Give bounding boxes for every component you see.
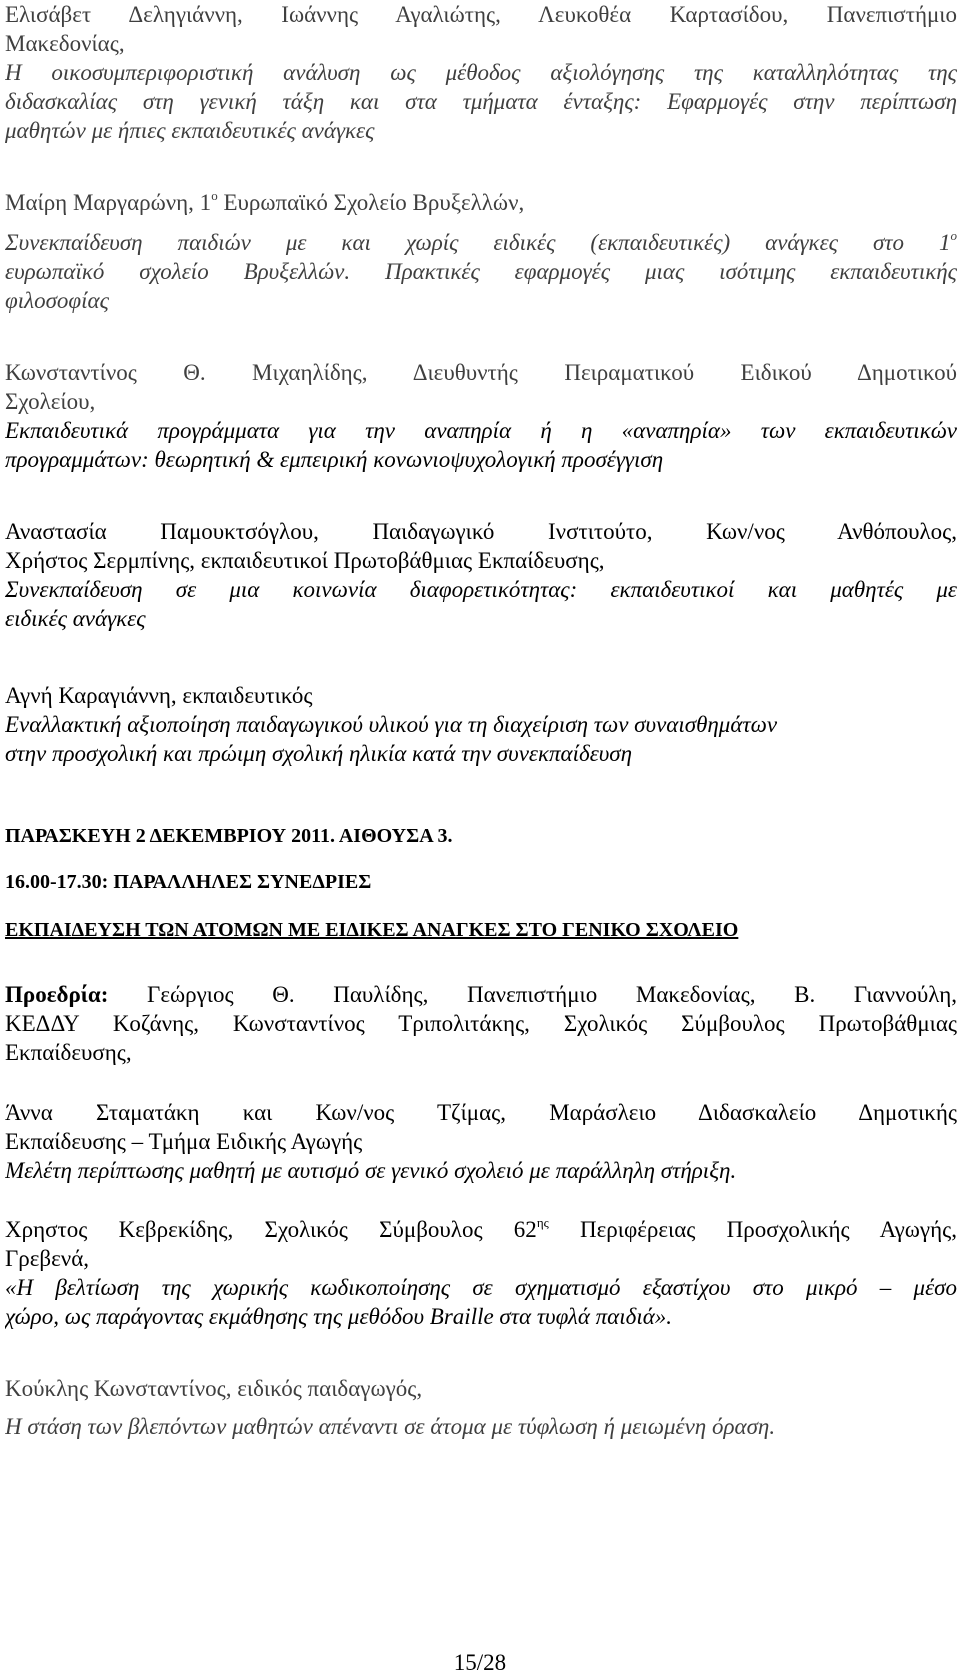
entry-title: Εκπαιδευτικά προγράμματα για την αναπηρία ή η «αναπηρία» των εκπαιδευτικών bbox=[5, 418, 957, 443]
paper-title: Μελέτη περίπτωσης μαθητή με αυτισμό σε γενικό σχολειό με παράλληλη στήριξη. bbox=[5, 1158, 737, 1183]
entry-author: Αναστασία Παμουκτσόγλου, Παιδαγωγικό Ινστιτούτο, Κων/νος Ανθόπουλος, bbox=[5, 519, 957, 544]
entry-author: Ελισάβετ Δεληγιάννη, Ιωάννης Αγαλιώτης, Λευκοθέα Καρτασίδου, Πανεπιστήμιο bbox=[5, 2, 957, 27]
entry-4 bbox=[5, 517, 957, 633]
entry-title: Η οικοσυμπεριφοριστική ανάλυση ως μέθοδος αξιολόγησης της καταλληλότητας της bbox=[5, 60, 957, 85]
entry-1 bbox=[5, 0, 957, 145]
paper-title: χώρο, ως παράγοντας εκμάθησης της μεθόδου Braille στα τυφλά παιδιά». bbox=[5, 1304, 673, 1329]
paper-title: «Η βελτίωση της χωρικής κωδικοποίησης σε σχηματισμό εξαστίχου στο μικρό – μέσο bbox=[5, 1275, 957, 1300]
entry-title: Συνεκπαίδευση παιδιών με και χωρίς ειδικές (εκπαιδευτικές) ανάγκες στο $1^o$ bbox=[5, 228, 957, 255]
entry-title: διδασκαλίας στη γενική τάξη και στα τμήματα ένταξης: Εφαρμογές στην περίπτωση bbox=[5, 89, 957, 114]
paper-author: Εκπαίδευσης – Τμήμα Ειδικής Αγωγής bbox=[5, 1129, 363, 1154]
chair-line: Εκπαίδευσης, bbox=[5, 1040, 132, 1065]
entry-title: στην προσχολική και πρώιμη σχολική ηλικία κατά την συνεκπαίδευση bbox=[5, 741, 633, 766]
entry-author: Αγνή Καραγιάννη, εκπαιδευτικός bbox=[5, 683, 313, 708]
paper-author: Κούκλης Κωνσταντίνος, ειδικός παιδαγωγός, bbox=[5, 1376, 423, 1401]
session-chair bbox=[5, 980, 957, 1067]
paper-title: Η στάση των βλεπόντων μαθητών απέναντι σε άτομα με τύφλωση ή μειωμένη όραση. bbox=[5, 1414, 776, 1439]
entry-title: Συνεκπαίδευση σε μια κοινωνία διαφορετικότητας: εκπαιδευτικοί και μαθητές με bbox=[5, 577, 957, 602]
session-day-room: ΠΑΡΑΣΚΕΥΗ 2 ΔΕΚΕΜΒΡΙΟΥ 2011. ΑΙΘΟΥΣΑ 3. bbox=[5, 825, 453, 847]
paper-author: Άννα Σταματάκη και Κων/νος Τζίμας, Μαράσλειο Διδασκαλείο Δημοτικής bbox=[5, 1100, 957, 1125]
entry-title: προγραμμάτων: θεωρητική & εμπειρική κονωνιοψυχολογική προσέγγιση bbox=[5, 447, 664, 472]
chair-line: Προεδρία: Γεώργιος Θ. Παυλίδης, Πανεπιστήμιο Μακεδονίας, Β. Γιαννούλη, bbox=[5, 982, 957, 1007]
entry-title: μαθητών με ήπιες εκπαιδευτικές ανάγκες bbox=[5, 118, 375, 143]
entry-author: Χρήστος Σερμπίνης, εκπαιδευτικοί Πρωτοβάθμιας Εκπαίδευσης, bbox=[5, 548, 605, 573]
paper-1 bbox=[5, 1098, 957, 1185]
session-heading bbox=[5, 822, 957, 851]
entry-author: Μακεδονίας, bbox=[5, 31, 125, 56]
entry-author: Κωνσταντίνος Θ. Μιχαηλίδης, Διευθυντής Πειραματικού Ειδικού Δημοτικού bbox=[5, 360, 957, 385]
entry-title: ευρωπαϊκό σχολείο Βρυξελλών. Πρακτικές εφαρμογές μιας ισότιμης εκπαιδευτικής bbox=[5, 259, 957, 284]
entry-title: Εναλλακτική αξιοποίηση παιδαγωγικού υλικού για τη διαχείριση των συναισθημάτων bbox=[5, 712, 778, 737]
session-theme-title: ΕΚΠΑΙΔΕΥΣΗ ΤΩΝ ΑΤΟΜΩΝ ΜΕ ΕΙΔΙΚΕΣ ΑΝΑΓΚΕΣ ΣΤΟ ΓΕΝΙΚΟ ΣΧΟΛΕΙΟ bbox=[5, 919, 739, 941]
entry-5 bbox=[5, 681, 957, 768]
chair-line: ΚΕΔΔΥ Κοζάνης, Κωνσταντίνος Τριπολιτάκης, Σχολικός Σύμβουλος Πρωτοβάθμιας bbox=[5, 1011, 957, 1036]
entry-3 bbox=[5, 358, 957, 474]
entry-title: φιλοσοφίας bbox=[5, 288, 109, 313]
paper-author: Χρηστος Κεβρεκίδης, Σχολικός Σύμβουλος $62^{\eta\varsigma}$ Περιφέρειας Προσχολικής Αγωγής, bbox=[5, 1215, 957, 1242]
session-theme bbox=[5, 916, 957, 945]
paper-author: Γρεβενά, bbox=[5, 1246, 89, 1271]
session-time-title: 16.00-17.30: ΠΑΡΑΛΛΗΛΕΣ ΣΥΝΕΔΡΙΕΣ bbox=[5, 871, 372, 893]
entry-title: ειδικές ανάγκες bbox=[5, 606, 146, 631]
paper-3 bbox=[5, 1374, 957, 1441]
entry-author: Σχολείου, bbox=[5, 389, 96, 414]
entry-author: Μαίρη Μαργαρώνη, $1^o$ Ευρωπαϊκό Σχολείο Βρυξελλών, bbox=[5, 188, 525, 215]
entry-2 bbox=[5, 188, 957, 315]
paper-2 bbox=[5, 1215, 957, 1331]
session-time bbox=[5, 868, 957, 897]
page-number: 15/28 bbox=[453, 1650, 507, 1675]
chair-label: Προεδρία: bbox=[5, 982, 109, 1007]
